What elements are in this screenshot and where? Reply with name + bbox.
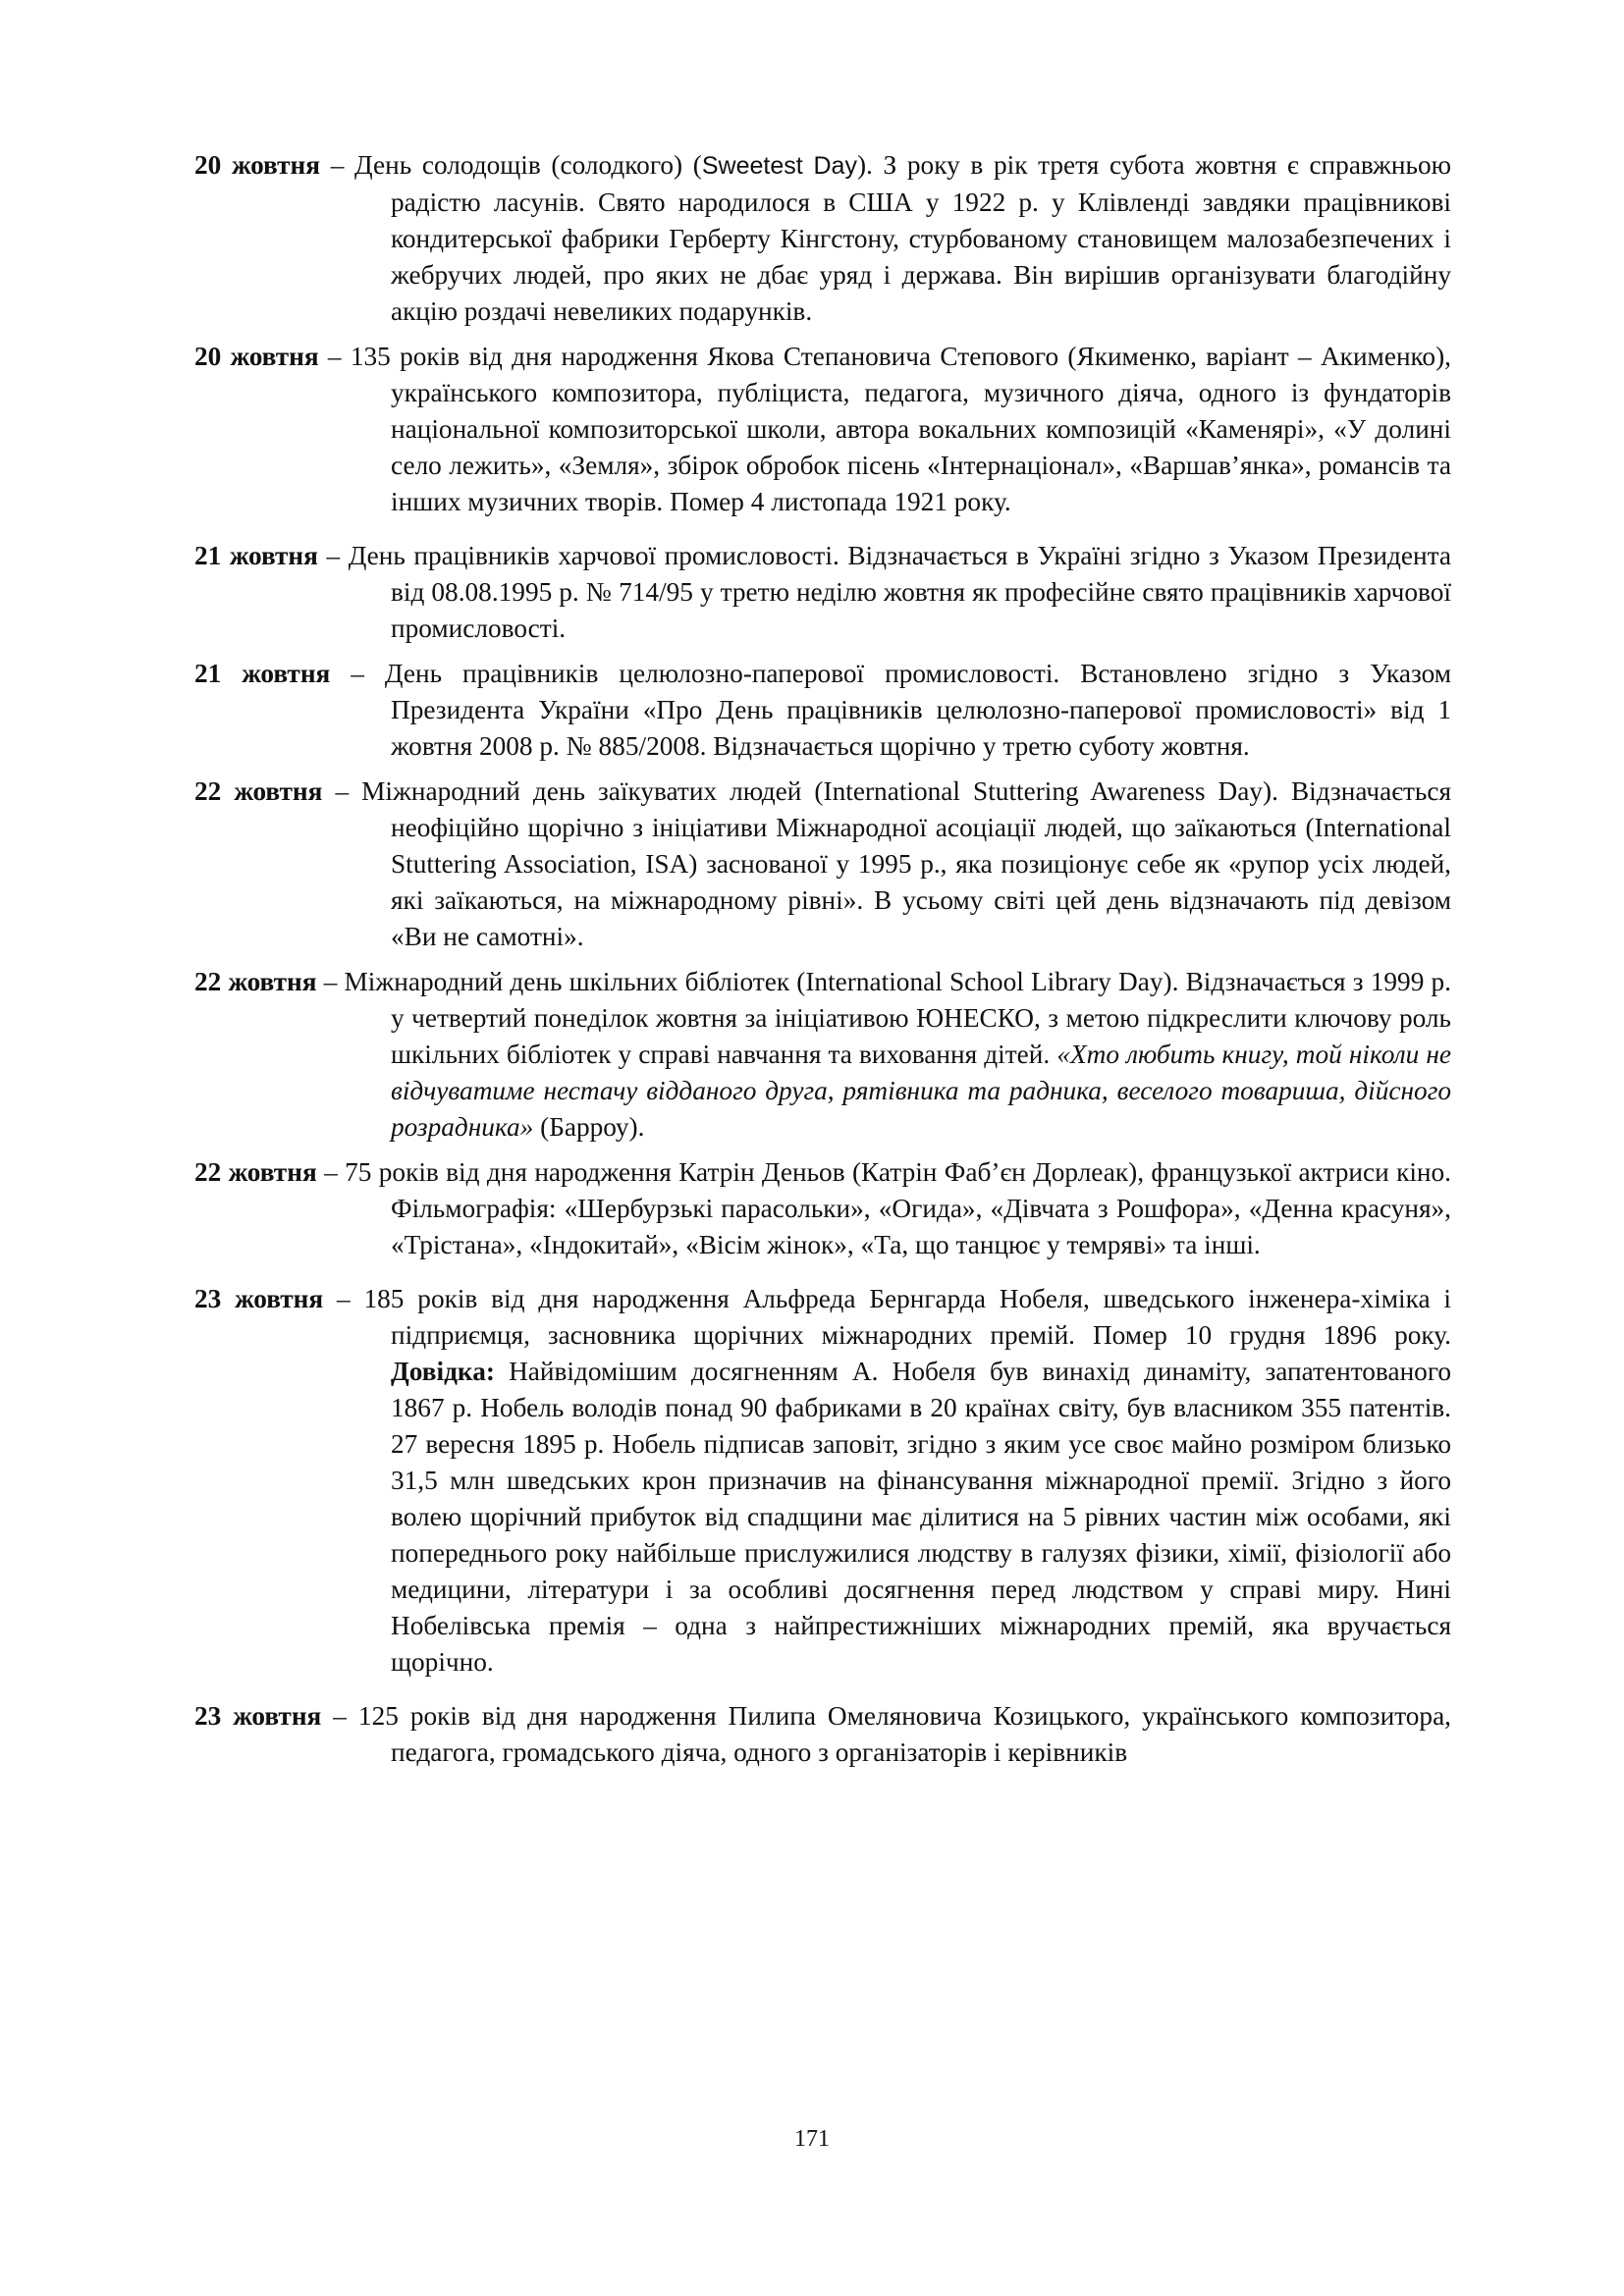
calendar-entry [194,1698,1451,1771]
entry-date: 22 жовтня [194,1157,317,1187]
entry-date: 23 жовтня [194,1701,322,1731]
calendar-entry [194,774,1451,955]
entry-text: – 75 років від дня народження Катрін Деньов (Катрін Фаб’єн Дорлеак), французької актриси кіно. Фільмографія: «Шербурзькі парасольки», «Огида», «Дівчата з Рошфора», «Денна красуня», «Трістана», «Індокитай», «Вісім жінок», «Та, що танцює у темряві» та інші. [316,1157,1452,1259]
entry-date: 23 жовтня [194,1284,324,1313]
entry-note-label: Довідка: [391,1357,495,1386]
entry-text: Найвідомішим досягненням А. Нобеля був винахід динаміту, запатентованого 1867 р. Нобель володів понад 90 фабриками в 20 країнах світу, був власником 355 патентів. 27 вересня 1895 р. Нобель підписав заповіт, згідно з яким усе своє майно розміром близько 31,5 млн шведських крон призначив на фінансування міжнародної премії. Згідно з його волею щорічний прибуток від спадщини має ділитися на 5 рівних частин між особами, які попереднього року найбільше прислужилися людству в галузях фізики, хімії, фізіології або медицини, літератури і за особливі досягнення перед людством у справі миру. Нині Нобелівська премія – одна з найпрестижніших міжнародних премій, яка вручається щорічно. [391,1357,1451,1677]
entry-quote: «Хто любить книгу, той ніколи не відчуватиме нестачу відданого друга, рятівника та радника, веселого товариша, дійсного розрадника» [391,1040,1452,1142]
entry-date: 20 жовтня [194,150,321,180]
entry-text: – 125 років від дня народження Пилипа Омеляновича Козицького, українського композитора, педагога, громадського діяча, одного з організаторів і керівників [321,1701,1452,1767]
entry-date: 21 жовтня [194,659,331,688]
entry-text: (Барроу). [533,1112,645,1142]
entry-text: – Міжнародний день заїкуватих людей (International Stuttering Awareness Day). Відзначається неофіційно щорічно з ініціативи Міжнародної асоціації людей, що заїкаються (International Stuttering Association, ISA) заснованої у 1995 р., яка позиціонує себе як «рупор усіх людей, які заїкаються, на міжнародному рівні». В усьому світі цей день відзначають під девізом «Ви не самотні». [322,776,1452,951]
entry-date: 22 жовтня [194,776,323,806]
entry-text: ). З року в рік третя субота жовтня є справжньою радістю ласунів. Свято народилося в США у 1922 р. у Клівленді завдяки працівникові кондитерської фабрики Герберту Кінгстону, стурбованому становищем малозабезпечених і жебручих людей, про яких не дбає уряд і держава. Він вирішив організувати благодійну акцію роздачі невеликих подарунків. [391,150,1451,326]
entry-text: – 135 років від дня народження Якова Степановича Степового (Якименко, варіант – Акименко), українського композитора, публіциста, педагога, музичного діяча, одного із фундаторів національної композиторської школи, автора вокальних композицій «Каменярі», «У долині село лежить», «Земля», збірок обробок пісень «Інтернаціонал», «Варшав’янка», романсів та інших музичних творів. Помер 4 листопада 1921 року. [318,342,1451,516]
entry-text: – День солодощів (солодкого) ( [320,150,702,180]
calendar-entry [194,1281,1451,1681]
entry-text: – День працівників харчової промисловості. Відзначається в Україні згідно з Указом Президента від 08.08.1995 р. № 714/95 у третю неділю жовтня як професійне свято працівників харчової промисловості. [317,541,1452,643]
page-number: 171 [794,2126,830,2152]
calendar-entry [194,339,1451,520]
page-content [194,147,1451,1780]
entry-latin-title: Sweetest Day [701,152,857,180]
entry-text: – День працівників целюлозно-паперової промисловості. Встановлено згідно з Указом Президента України «Про День працівників целюлозно-паперової промисловості» від 1 жовтня 2008 р. № 885/2008. Відзначається щорічно у третю суботу жовтня. [330,659,1451,761]
entry-text: – 185 років від дня народження Альфреда Бернгарда Нобеля, шведського інженера-хіміка і підприємця, засновника щорічних міжнародних премій. Помер 10 грудня 1896 року. [323,1284,1451,1350]
calendar-entry [194,964,1451,1146]
entry-text: – Міжнародний день шкільних бібліотек (International School Library Day). Відзначається з 1999 р. у четвертий понеділок жовтня за ініціативою ЮНЕСКО, з метою підкреслити ключову роль шкільних бібліотек у справі навчання та виховання дітей. [316,967,1451,1069]
entry-date: 22 жовтня [194,967,317,996]
entry-date: 21 жовтня [194,541,318,570]
calendar-entry [194,1154,1451,1263]
calendar-entry [194,656,1451,765]
entry-date: 20 жовтня [194,342,319,371]
calendar-entry [194,538,1451,647]
calendar-entry [194,147,1451,330]
